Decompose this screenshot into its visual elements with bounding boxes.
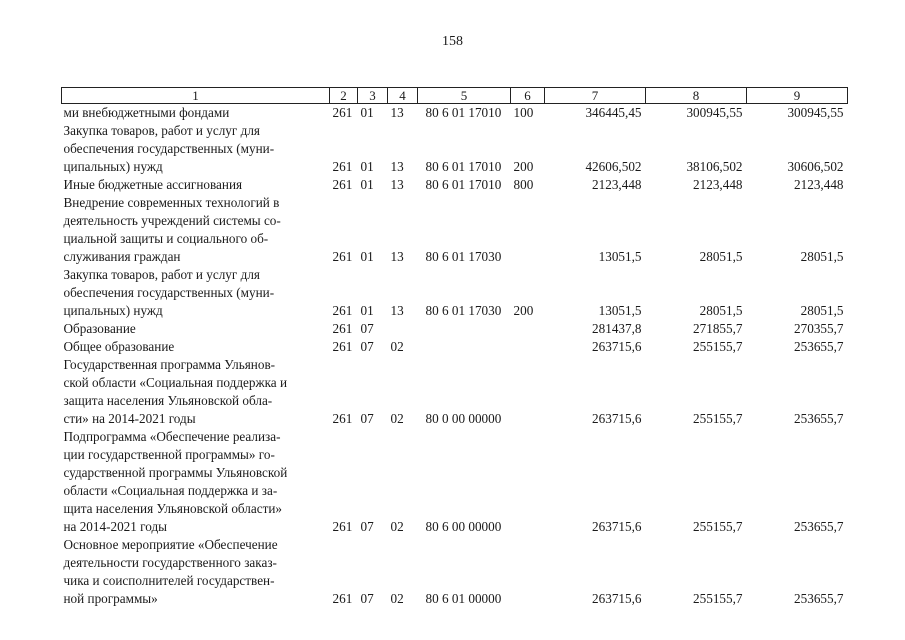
chapter-code: 261 [332,249,353,264]
row-name-line: деятельность учреждений системы со- [63,213,281,228]
expense-type-code [511,320,545,338]
subsection-code: 02 [390,411,404,426]
row-name [62,338,330,356]
subsection-code [388,320,418,338]
amount-year-3: 253655,7 [794,411,844,426]
expense-type-code [511,536,545,608]
table-row [62,266,848,320]
row-name [62,104,330,123]
subsection-code: 13 [390,249,404,264]
section-code: 07 [360,591,374,606]
row-name-line: Основное мероприятие «Обеспечение [63,537,278,552]
row-name-line: Общее образование [63,339,175,354]
row-name-line: деятельности государственного заказ- [63,555,277,570]
row-name [62,536,330,608]
subsection-code: 13 [390,105,404,120]
section-code: 01 [360,303,374,318]
row-name-line: служивания граждан [63,249,181,264]
section-code: 07 [360,411,374,426]
amount-year-1: 263715,6 [592,591,642,606]
amount-year-2: 38106,502 [686,159,743,174]
row-name-line: ципальных) нужд [63,303,163,318]
table-row [62,176,848,194]
row-name-line: Образование [63,321,136,336]
table-row [62,194,848,266]
amount-year-2: 271855,7 [693,321,743,336]
row-name-line: сударственной программы Ульяновской [63,465,288,480]
row-name-line: Государственная программа Ульянов- [63,357,276,372]
chapter-code: 261 [332,105,353,120]
amount-year-2: 255155,7 [693,339,743,354]
amount-year-1: 13051,5 [598,249,642,264]
subsection-code: 13 [390,303,404,318]
amount-year-1: 2123,448 [592,177,642,192]
column-header-6: 6 [511,88,545,104]
column-header-7: 7 [545,88,646,104]
column-header-2: 2 [330,88,358,104]
column-header-9: 9 [747,88,848,104]
amount-year-2: 2123,448 [693,177,743,192]
subsection-code: 02 [390,591,404,606]
section-code: 01 [360,177,374,192]
expense-type-code: 800 [513,177,534,192]
amount-year-1: 42606,502 [585,159,642,174]
section-code: 07 [360,321,374,336]
chapter-code: 261 [332,339,353,354]
table-body [62,104,848,609]
expense-type-code: 200 [513,303,534,318]
budget-table [61,87,848,608]
row-name-line: чика и соисполнителей государствен- [63,573,275,588]
amount-year-1: 263715,6 [592,519,642,534]
amount-year-2: 255155,7 [693,519,743,534]
table-row [62,356,848,428]
section-code: 07 [360,519,374,534]
chapter-code: 261 [332,519,353,534]
row-name-line: сти» на 2014-2021 годы [63,411,196,426]
expense-type-code [511,338,545,356]
row-name-line: обеспечения государственных (муни- [63,285,275,300]
amount-year-2: 255155,7 [693,411,743,426]
expense-type-code: 200 [513,159,534,174]
table-row [62,104,848,123]
target-article-code [418,338,511,356]
amount-year-1: 346445,45 [585,105,642,120]
amount-year-1: 13051,5 [598,303,642,318]
column-header-1: 1 [62,88,330,104]
row-name [62,122,330,176]
header-row [62,88,848,104]
section-code: 07 [360,339,374,354]
row-name-line: ми внебюджетными фондами [63,105,230,120]
row-name-line: ции государственной программы» го- [63,447,275,462]
amount-year-2: 28051,5 [699,249,743,264]
table-row [62,338,848,356]
column-header-5: 5 [418,88,511,104]
amount-year-2: 255155,7 [693,591,743,606]
amount-year-3: 28051,5 [800,303,844,318]
row-name [62,194,330,266]
target-article-code: 80 6 01 17010 [425,177,502,192]
row-name-line: Подпрограмма «Обеспечение реализа- [63,429,281,444]
row-name-line: щита населения Ульяновской области» [63,501,282,516]
amount-year-3: 28051,5 [800,249,844,264]
amount-year-1: 263715,6 [592,339,642,354]
subsection-code: 13 [390,159,404,174]
table-row [62,536,848,608]
table-header [62,88,848,104]
expense-type-code [511,428,545,536]
target-article-code: 80 6 00 00000 [425,519,502,534]
row-name-line: Внедрение современных технологий в [63,195,280,210]
amount-year-3: 253655,7 [794,591,844,606]
target-article-code: 80 6 01 00000 [425,591,502,606]
row-name-line: Закупка товаров, работ и услуг для [63,267,260,282]
amount-year-1: 263715,6 [592,411,642,426]
target-article-code: 80 6 01 17010 [425,159,502,174]
table-row [62,428,848,536]
section-code: 01 [360,105,374,120]
table-row [62,320,848,338]
section-code: 01 [360,249,374,264]
subsection-code: 02 [390,339,404,354]
amount-year-1: 281437,8 [592,321,642,336]
chapter-code: 261 [332,159,353,174]
expense-type-code [511,194,545,266]
row-name [62,266,330,320]
row-name [62,428,330,536]
amount-year-3: 30606,502 [787,159,844,174]
expense-type-code: 100 [513,105,534,120]
row-name [62,356,330,428]
amount-year-2: 28051,5 [699,303,743,318]
row-name-line: циальной защиты и социального об- [63,231,269,246]
column-header-8: 8 [646,88,747,104]
amount-year-3: 253655,7 [794,519,844,534]
subsection-code: 02 [390,519,404,534]
chapter-code: 261 [332,411,353,426]
target-article-code: 80 6 01 17030 [425,249,502,264]
chapter-code: 261 [332,591,353,606]
chapter-code: 261 [332,303,353,318]
target-article-code [418,320,511,338]
expense-type-code [511,356,545,428]
target-article-code: 80 6 01 17030 [425,303,502,318]
amount-year-2: 300945,55 [686,105,743,120]
subsection-code: 13 [390,177,404,192]
target-article-code: 80 0 00 00000 [425,411,502,426]
amount-year-3: 2123,448 [794,177,844,192]
column-header-4: 4 [388,88,418,104]
target-article-code: 80 6 01 17010 [425,105,502,120]
row-name [62,176,330,194]
table-row [62,122,848,176]
row-name-line: обеспечения государственных (муни- [63,141,275,156]
section-code: 01 [360,159,374,174]
row-name-line: ципальных) нужд [63,159,163,174]
row-name-line: Иные бюджетные ассигнования [63,177,243,192]
row-name-line: ной программы» [63,591,158,606]
amount-year-3: 300945,55 [787,105,844,120]
row-name-line: области «Социальная поддержка и за- [63,483,278,498]
row-name-line: на 2014-2021 годы [63,519,168,534]
chapter-code: 261 [332,321,353,336]
row-name [62,320,330,338]
amount-year-3: 253655,7 [794,339,844,354]
row-name-line: ской области «Социальная поддержка и [63,375,288,390]
page-number: 158 [442,34,463,49]
row-name-line: Закупка товаров, работ и услуг для [63,123,260,138]
chapter-code: 261 [332,177,353,192]
amount-year-3: 270355,7 [794,321,844,336]
column-header-3: 3 [358,88,388,104]
row-name-line: защита населения Ульяновской обла- [63,393,273,408]
